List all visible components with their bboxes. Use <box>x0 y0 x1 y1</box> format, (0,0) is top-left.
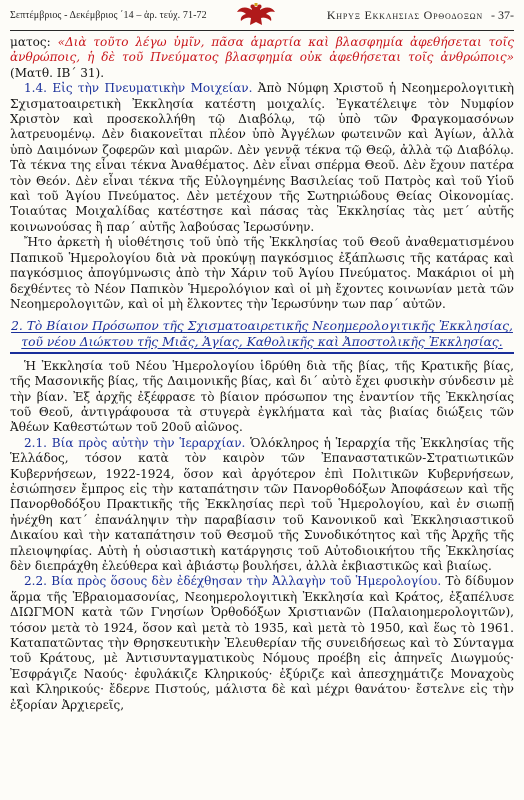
section-2-heading: 2. Τὸ Βίαιον Πρόσωπον τῆς Σχισματοαιρετικῆς Νεοημερολογιτικῆς Ἐκκλησίας, τοῦ νέου Διώκτου τῆς Μιᾶς, Ἁγίας, Καθολικῆς καὶ Ἀποστολικῆς Ἐκκλησίας. <box>10 319 514 353</box>
issue-date: Σεπτέμβριος - Δεκέμβριος ΄14 – ἀρ. τεύχ. 71-72 <box>10 9 207 21</box>
double-headed-eagle-icon <box>236 2 276 28</box>
subsection-2-2-label: 2.2. Βία πρὸς ὅσους δὲν ἐδέχθησαν τὴν Ἀλλαγὴν τοῦ Ἡμερολογίου. <box>24 574 442 589</box>
page-number: - 37- <box>491 7 514 22</box>
subsection-2-1-label: 2.1. Βία πρὸς αὐτὴν τὴν Ἱεραρχίαν. <box>24 435 246 450</box>
journal-title: Κηρυξ Εκκλησιας Ορθοδοξων <box>326 7 483 22</box>
paragraph-2-2: 2.2. Βία πρὸς ὅσους δὲν ἐδέχθησαν τὴν Ἀλλαγὴν τοῦ Ἡμερολογίου. Τὸ δίδυμον ἅρμα τῆς Ἑβραιομασονίας, Νεοημερολογιτικὴ Ἐκκλησία καὶ Κράτος, ἐξαπέλυσε ΔΙΩΓΜΟΝ κατὰ τῶν Γνησίων Ὀρθοδόξων Χριστιανῶν (Παλαιοημερολογιτῶν), τόσον μετὰ τὸ 1924, ὅσον καὶ μετὰ τὸ 1935, καὶ μετὰ τὸ 1950, καὶ ἕως τὸ 1961. Καταπατῶντας τὴν Θρησκευτικὴν Ἐλευθερίαν τῆς συνειδήσεως καὶ τὸ Σύνταγμα τοῦ Κράτους, μὲ Ἀντισυνταγματικοὺς Νόμους προέβη εἰς ἀπηνεῖς Διωγμούς· Ἐσφράγιζε Ναούς· ἐφυλάκιζε Κληρικούς· ἐξύριζε καὶ ἀπεσχημάτιζε Μοναχοὺς καὶ Κληρικούς· ἔδερνε Πιστούς, μάλιστα δὲ καὶ μέχρι θανάτου· ἔστελνε εἰς τὴν ἐξορίαν Ἀρχιερεῖς, <box>10 574 514 712</box>
scripture-reference: (Ματθ. ΙΒ΄ 31). <box>10 65 105 80</box>
running-header <box>10 0 514 31</box>
paragraph-2-1: 2.1. Βία πρὸς αὐτὴν τὴν Ἱεραρχίαν. Ὁλόκληρος ἡ Ἱεραρχία τῆς Ἐκκλησίας τῆς Ἑλλάδος, τόσον κατὰ τὸν καιρὸν τῶν Ἐπαναστατικῶν-Στρατιωτικῶν Κυβερνήσεων, 1922-1924, ὅσον καὶ ἀργότερον ἐπὶ Πολιτικῶν Κυβερνήσεων, ἐσιώπησεν ἔμπρος εἰς τὴν καταπάτησιν τῶν Πανορθοδόξων Ἀποφάσεων καὶ τῆς Πανορθοδόξου Πρακτικῆς τῆς Ἐκκλησίας περὶ τοῦ Ἡμερολογίου, καὶ ἐν σιωπῇ ἠνέχθη κατ΄ ἐπανάληψιν τὴν παραβίασιν τοῦ Κανονικοῦ καὶ Ἐκκλησιαστικοῦ Δικαίου καὶ τὴν καταπάτησιν τοῦ Θεσμοῦ τῆς Συνοδικότητος καὶ τῆς Ἀρχῆς τῆς πλειοψηφίας. Αὐτὴ ἡ οὐσιαστικὴ κατάργησις τοῦ Αὐτοδιοικήτου τῆς Ἐκκλησίας δὲν διεπράχθη ἐλεύθερα καὶ ἀβιάστῳ βουλήσει, ἀλλὰ ἐκβιαστικῶς καὶ βιαίως. <box>10 435 514 573</box>
paragraph-section-2-intro: Ἡ Ἐκκλησία τοῦ Νέου Ἡμερολογίου ἱδρύθη διὰ τῆς βίας, τῆς Κρατικῆς βίας, τῆς Μασονικῆς βίας, τῆς Δαιμονικῆς βίας, καὶ δι΄ αὐτὸ ἔχει φυσικὴν σύνδεσιν μὲ τὴν βίαν. Ἐξ ἀρχῆς ἐξέφρασε τὸ βίαιον πρόσωπον της ἐναντίον τῆς Ἐκκλησίας τοῦ Θεοῦ, ἀντιγράφουσα τὰ στυγερὰ ἐγκλήματα καὶ τὰς βιαίας διώξεις τῶν Ἀθέων Καθεστώτων τοῦ 20οῦ αἰῶνος. <box>10 358 514 435</box>
header-right <box>327 8 514 23</box>
scripture-quote: «Διὰ τοῦτο λέγω ὑμῖν, πᾶσα ἁμαρτία καὶ βλασφημία ἀφεθήσεται τοῖς ἀνθρώποις, ἡ δὲ τοῦ Πνεύματος βλασφημία οὐκ ἀφεθήσεται τοῖς ἀνθρώποις» <box>10 35 514 65</box>
paragraph-anathema: Ἤτο ἀρκετὴ ἡ υἱοθέτησις τοῦ ὑπὸ τῆς Ἐκκλησίας τοῦ Θεοῦ ἀναθεματισμένου Παπικοῦ Ἡμερολογίου διὰ νὰ προκύψῃ παγκόσμιος ἐξάπλωσις τῆς κατάρας καὶ παγκόσμιος ἀπογύμνωσις ἀπὸ τὴν Χάριν τοῦ Ἁγίου Πνεύματος. Μακάριοι οἱ μὴ δεχθέντες τὸ Νέον Παπικὸν Ἡμερολόγιον καὶ οἱ μὴ ἔχοντες κοινωνίαν μετὰ τῶν Νεοημερολογιτῶν, καὶ οἱ μὴ ἕλκοντες τὴν Ἱερωσύνην των παρ΄ αὐτῶν. <box>10 235 514 311</box>
article-body <box>10 31 514 713</box>
subsection-1-4-label: 1.4. Εἰς τὴν Πνευματικὴν Μοιχείαν. <box>24 81 253 96</box>
paragraph-quote: ματος: «Διὰ τοῦτο λέγω ὑμῖν, πᾶσα ἁμαρτία καὶ βλασφημία ἀφεθήσεται τοῖς ἀνθρώποις, ἡ δὲ τοῦ Πνεύματος βλασφημία οὐκ ἀφεθήσεται τοῖς ἀνθρώποις» (Ματθ. ΙΒ΄ 31). <box>10 35 514 80</box>
paragraph-1-4: 1.4. Εἰς τὴν Πνευματικὴν Μοιχείαν. Ἀπὸ Νύμφη Χριστοῦ ἡ Νεοημερολογιτικὴ Σχισματοαιρετικὴ Ἐκκλησία κατέστη μοιχαλίς. Ἐγκατέλειψε τὸν Νυμφίον Χριστὸν καὶ προσεκολλήθη τῷ Διαβόλῳ, τῷ ὑπὸ τῶν Φραγκομασόνων λατρευομένῳ. Δὲν διακονεῖται πλέον ὑπὸ Ἀγγέλων φωτεινῶν καὶ Ἁγίων, ἀλλὰ ὑπὸ Δαιμόνων ζοφερῶν καὶ μιαρῶν. Δὲν γεννᾷ τέκνα τῷ Θεῷ, ἀλλὰ τῷ Διαβόλῳ. Τὰ τέκνα της εἶναι τέκνα Ἀναθέματος. Δὲν εἶναι σπέρμα Θεοῦ. Δὲν ἔχουν πατέρα τὸν Θεόν. Δὲν εἶναι τέκνα τῆς Εὐλογημένης Βασιλείας τοῦ Πατρὸς καὶ τοῦ Υἱοῦ καὶ τοῦ Ἁγίου Πνεύματος. Δὲν μετέχουν τῆς Σωτηριώδους Θείας Οἰκονομίας. Τοιαύτας Μοιχαλίδας κατέστησε καὶ πάσας τὰς Ἐκκλησίας τὰς μετ΄ αὐτῆς κοινωνούσας ἢ παρ΄ αὐτῆς λαβούσας Ἱερωσύνην. <box>10 81 514 234</box>
